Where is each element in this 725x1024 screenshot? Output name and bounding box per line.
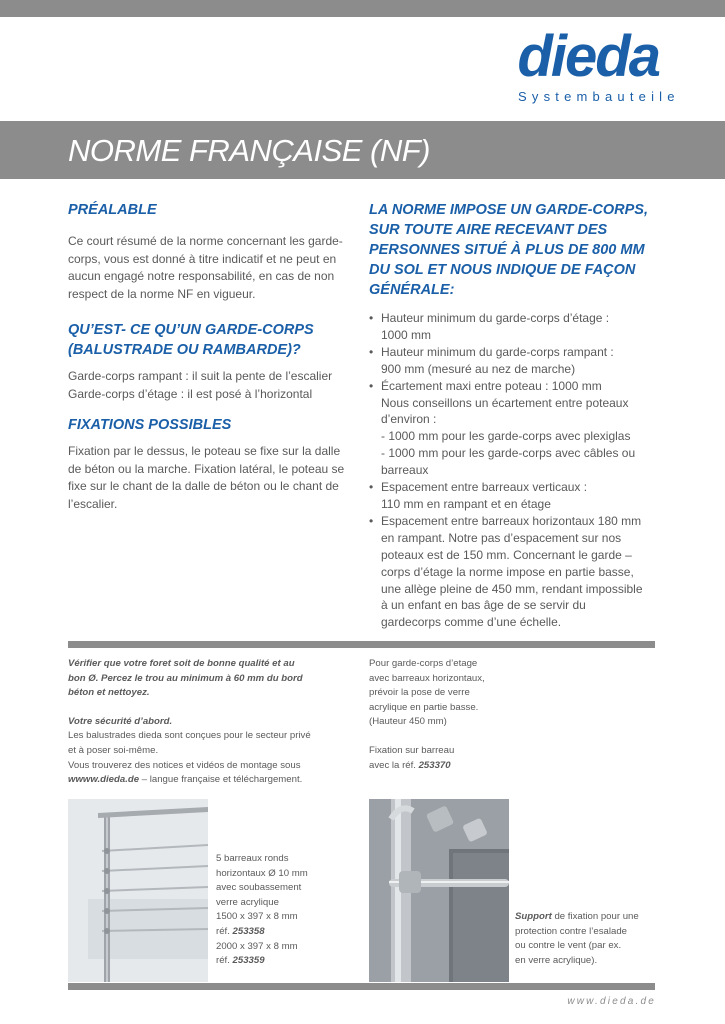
bullet: • bbox=[369, 480, 374, 495]
list-item bbox=[369, 344, 661, 378]
etage-note bbox=[369, 657, 569, 773]
caption-line: de fixation pour une bbox=[551, 911, 639, 922]
list-line: Nous conseillons un écartement entre poteaux bbox=[381, 395, 629, 410]
balustrade-illustration bbox=[68, 799, 208, 982]
caption-line: avec soubassement bbox=[216, 882, 302, 894]
list-line: Écartement maxi entre poteau : 1000 mm bbox=[381, 378, 602, 393]
fixations-heading: FIXATIONS POSSIBLES bbox=[68, 417, 232, 433]
list-item bbox=[369, 378, 661, 479]
list-item bbox=[369, 479, 661, 513]
caption-line: 1500 x 397 x 8 mm bbox=[216, 911, 298, 923]
caption-line: réf. bbox=[216, 955, 233, 967]
garde-corps-text bbox=[68, 368, 353, 403]
page-title: NORME FRANÇAISE (NF) bbox=[68, 133, 430, 168]
list-line: - 1000 mm pour les garde-corps avec câbles ou bbox=[381, 446, 636, 461]
note-line: acrylique en partie basse. bbox=[369, 701, 479, 713]
installation-note bbox=[68, 657, 358, 788]
list-line: 110 mm en rampant et en étage bbox=[381, 496, 551, 511]
list-line: à un enfant en bas âge de se servir du bbox=[381, 598, 586, 613]
top-bar bbox=[0, 0, 725, 17]
reference-number: 253359 bbox=[232, 955, 265, 967]
prealable-text: Ce court résumé de la norme concernant les garde-corps, vous est donné à titre indicatif et ne peut en aucun engagé notre responsabilité, en cas de non respect de la norme NF en vigueur. bbox=[68, 234, 343, 301]
logo-tagline: Systembauteile bbox=[518, 89, 680, 104]
caption-line: réf. bbox=[216, 925, 233, 937]
divider-top bbox=[68, 641, 655, 648]
note-line: prévoir la pose de verre bbox=[369, 687, 470, 699]
note-line: (Hauteur 450 mm) bbox=[369, 716, 447, 728]
bullet: • bbox=[369, 311, 374, 325]
bullet: • bbox=[369, 344, 374, 359]
list-line: barreaux bbox=[381, 463, 429, 478]
support-illustration bbox=[369, 799, 509, 982]
prealable-heading: PRÉALABLE bbox=[68, 202, 157, 218]
logo-wordmark: dieda bbox=[517, 24, 659, 89]
list-line: poteaux est de 150 mm. Concernant le garde – bbox=[381, 547, 632, 562]
list-item bbox=[369, 310, 661, 344]
left-column bbox=[68, 200, 353, 513]
caption-line: verre acrylique bbox=[216, 896, 279, 908]
reference-number: 253358 bbox=[232, 925, 265, 937]
note-line: avec barreaux horizontaux, bbox=[369, 672, 485, 684]
note-line: Vous trouverez des notices et vidéos de montage sous bbox=[68, 759, 301, 771]
list-line: corps d’étage la norme impose en partie basse, bbox=[381, 564, 634, 579]
garde-corps-heading-line-1: QU’EST- CE QU’UN GARDE-CORPS bbox=[68, 322, 314, 338]
garde-corps-etage-line: Garde-corps d’étage : il est posé à l’horizontal bbox=[68, 386, 313, 401]
list-line: gardecorps comme d’une échelle. bbox=[381, 615, 562, 630]
list-line: en rampant. Notre pas d’espacement sur nos bbox=[381, 530, 622, 545]
list-line: Hauteur minimum du garde-corps rampant : bbox=[381, 344, 614, 359]
caption-line: horizontaux Ø 10 mm bbox=[216, 867, 308, 879]
dieda-url-link[interactable]: wwww.dieda.de bbox=[68, 774, 140, 786]
list-line: Hauteur minimum du garde-corps d’étage : bbox=[381, 311, 610, 325]
list-line: d’environ : bbox=[381, 412, 437, 427]
norme-heading: LA NORME IMPOSE UN GARDE-CORPS, SUR TOUTE AIRE RECEVANT DES PERSONNES SITUÉ À PLUS DE 800 MM DU SOL ET NOUS INDIQUE DE FAÇON GÉNÉRALE: bbox=[369, 202, 649, 298]
caption-line: 2000 x 397 x 8 mm bbox=[216, 940, 298, 952]
note-line: Pour garde-corps d’etage bbox=[369, 658, 478, 669]
support-label: Support bbox=[515, 911, 552, 922]
footer-url[interactable]: www.dieda.de bbox=[567, 996, 656, 1007]
note-line: Les balustrades dieda sont conçues pour le secteur privé bbox=[68, 730, 311, 742]
note-line: avec la réf. bbox=[369, 759, 419, 771]
caption-line: protection contre l’esalade bbox=[515, 925, 627, 937]
fixations-text: Fixation par le dessus, le poteau se fixe sur la dalle de béton ou la marche. Fixation latéral, le poteau se fixe sur le chant de la dalle de béton ou le chant de l’escalier. bbox=[68, 444, 345, 511]
garde-corps-heading-line-2: (BALUSTRADE OU RAMBARDE)? bbox=[68, 342, 301, 358]
support-caption bbox=[515, 910, 665, 968]
divider-bottom bbox=[68, 983, 655, 990]
balustrade-caption bbox=[216, 852, 356, 969]
balustrade-photo bbox=[68, 799, 208, 982]
garde-corps-rampant-line: Garde-corps rampant : il suit la pente de l’escalier bbox=[68, 369, 333, 383]
list-line: Espacement entre barreaux verticaux : bbox=[381, 480, 588, 495]
dieda-logo bbox=[478, 24, 693, 108]
list-line: 1000 mm bbox=[381, 327, 432, 342]
list-line: une allège pleine de 450 mm, rendant impossible bbox=[381, 581, 643, 596]
note-bold-line: bon Ø. Percez le trou au minimum à 60 mm du bord bbox=[68, 672, 303, 684]
safety-heading: Votre sécurité d’abord. bbox=[68, 715, 173, 727]
list-line: Espacement entre barreaux horizontaux 180 mm bbox=[381, 513, 642, 528]
note-line: Fixation sur barreau bbox=[369, 744, 455, 756]
note-line: et à poser soi-même. bbox=[68, 744, 159, 756]
caption-line: en verre acrylique). bbox=[515, 954, 598, 966]
list-line: 900 mm (mesuré au nez de marche) bbox=[381, 361, 576, 376]
right-column bbox=[369, 200, 661, 631]
norme-list bbox=[369, 310, 661, 631]
garde-corps-heading bbox=[68, 320, 353, 360]
note-bold-line: béton et nettoyez. bbox=[68, 687, 150, 699]
caption-line: ou contre le vent (par ex. bbox=[515, 940, 622, 952]
support-photo bbox=[369, 799, 509, 982]
note-bold-line: Vérifier que votre foret soit de bonne qualité et au bbox=[68, 658, 295, 669]
list-item bbox=[369, 513, 661, 631]
note-line: – langue française et téléchargement. bbox=[139, 774, 303, 786]
list-line: - 1000 mm pour les garde-corps avec plexiglas bbox=[381, 429, 631, 444]
bullet: • bbox=[369, 513, 374, 528]
caption-line: 5 barreaux ronds bbox=[216, 853, 289, 864]
bullet: • bbox=[369, 378, 374, 393]
reference-number: 253370 bbox=[418, 759, 451, 771]
